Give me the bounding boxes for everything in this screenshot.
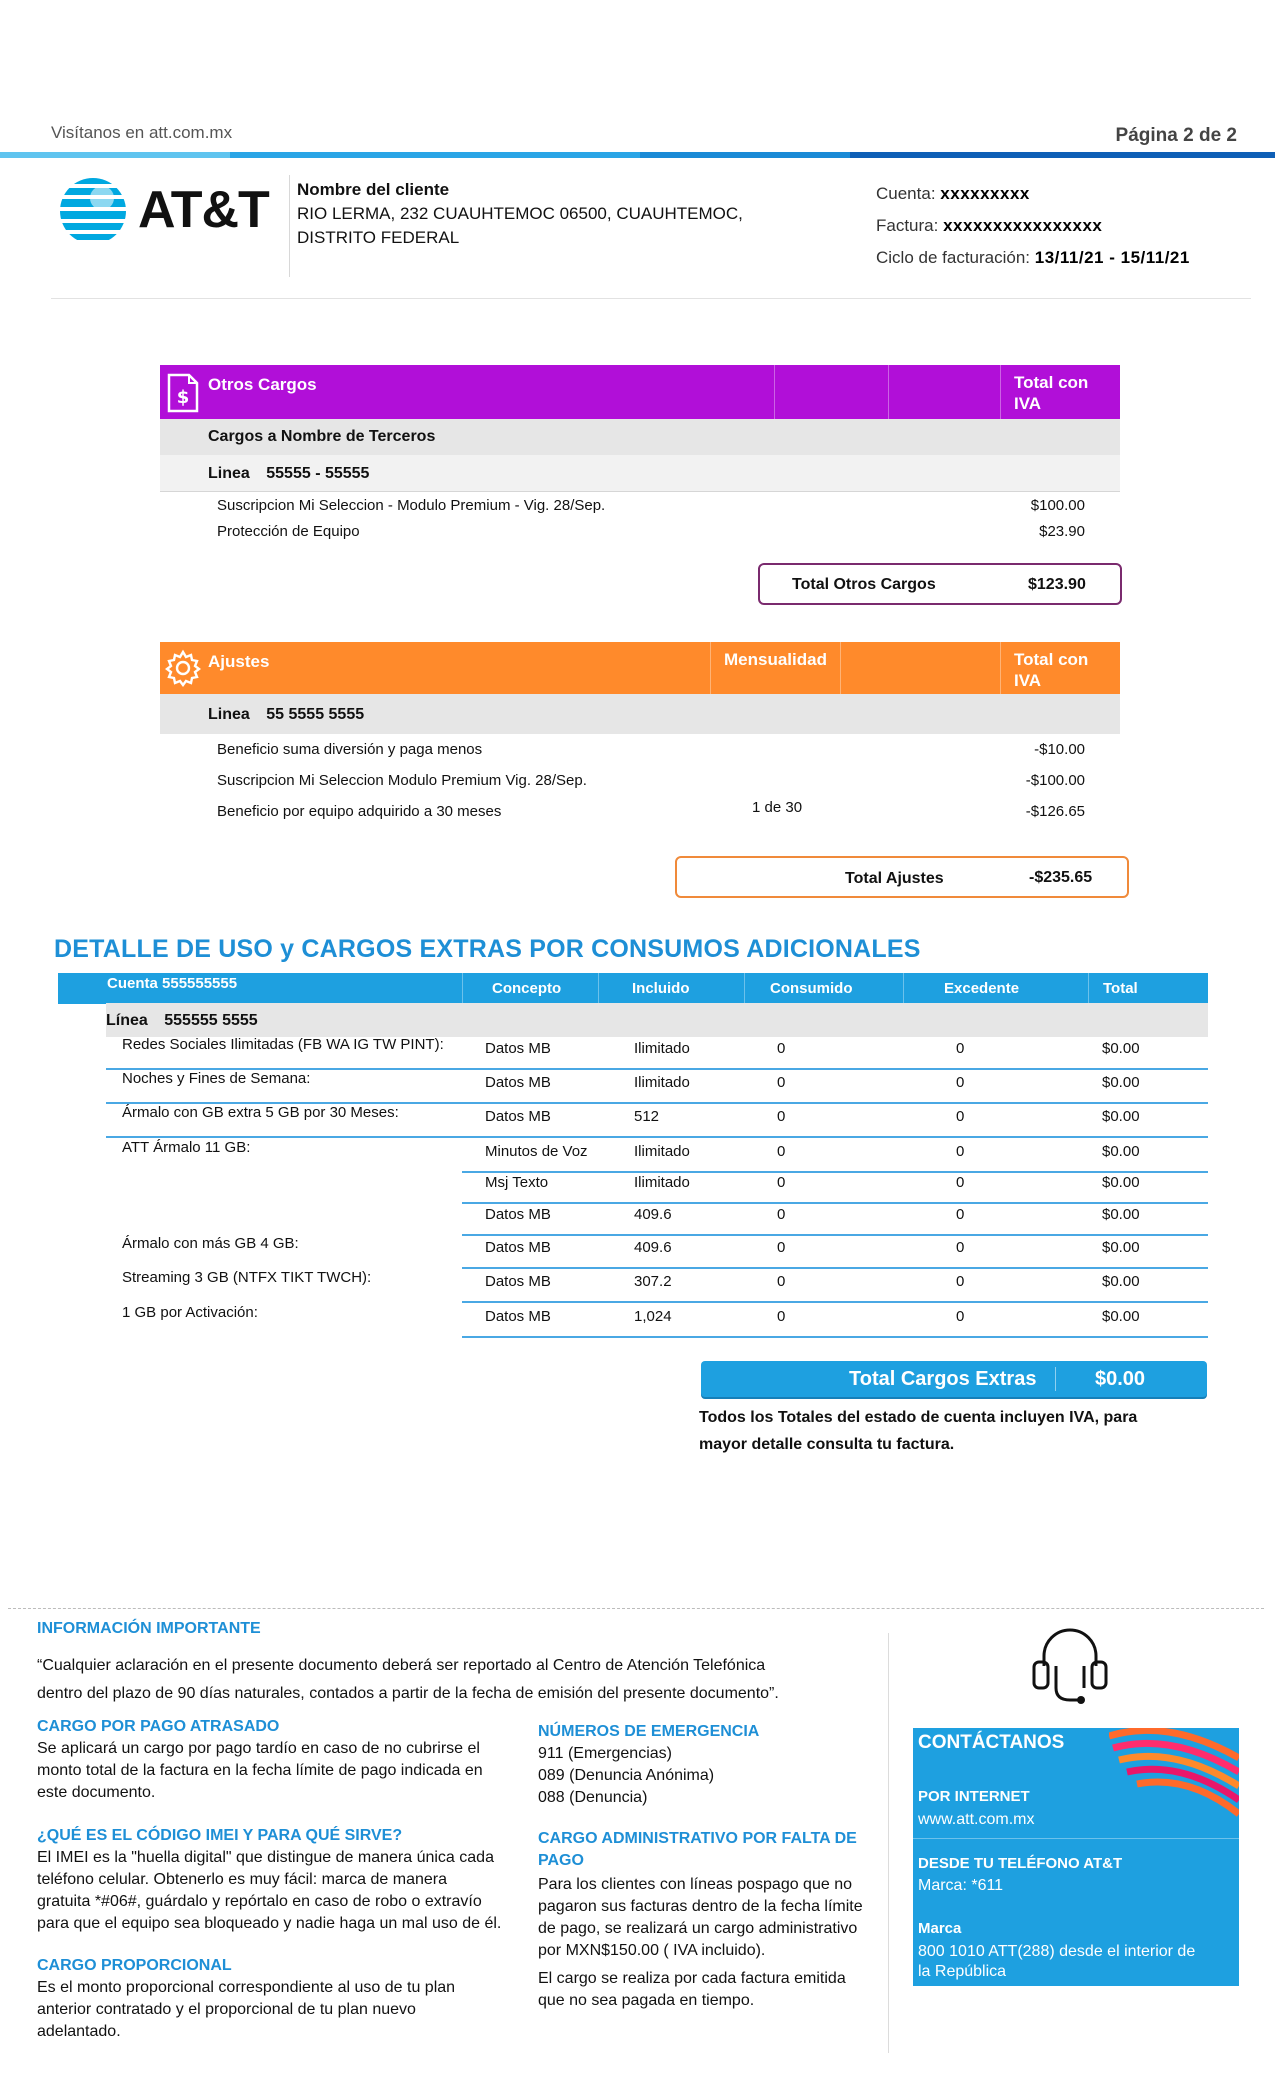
usage-cell-consumed: 0 <box>777 1308 786 1325</box>
att-logo <box>58 176 268 246</box>
ajustes-total-box <box>675 856 1129 898</box>
proportional-title: CARGO PROPORCIONAL <box>37 1957 232 1974</box>
otros-total-value: $123.90 <box>1028 576 1086 593</box>
otros-item-desc: Protección de Equipo <box>217 523 360 540</box>
att-logo-text: AT&T <box>138 181 269 239</box>
prop-line: adelantado. <box>37 2023 121 2040</box>
usage-cell-consumed: 0 <box>777 1174 786 1191</box>
internet-link[interactable]: www.att.com.mx <box>918 1811 1035 1828</box>
contact-divider <box>913 1838 1239 1839</box>
usage-cell-excess: 0 <box>956 1206 965 1223</box>
usage-cell-concept: Datos MB <box>485 1108 551 1125</box>
headset-icon <box>1020 1616 1120 1708</box>
ajustes-header <box>160 642 1120 694</box>
ajustes-total-label: Total Ajustes <box>845 870 944 887</box>
admin-line: que no sea pagada en tiempo. <box>538 1992 755 2009</box>
emerg-line: 089 (Denuncia Anónima) <box>538 1767 715 1784</box>
usage-cell-excess: 0 <box>956 1308 965 1325</box>
usage-cell-total: $0.00 <box>1102 1206 1140 1223</box>
svg-text:$: $ <box>176 387 190 408</box>
header-bottom-rule <box>51 298 1251 299</box>
usage-cell-consumed: 0 <box>777 1239 786 1256</box>
line-label: Línea <box>106 1012 148 1029</box>
prop-line: anterior contratado y el proporcional de tu plan nuevo <box>37 2001 416 2018</box>
emergency-text <box>538 1743 714 1809</box>
header-underline <box>58 1003 106 1004</box>
account-block <box>876 178 1190 274</box>
mark-text <box>918 1942 1195 1982</box>
otros-item-amount: $100.00 <box>1030 497 1085 514</box>
emerg-line: 911 (Emergencias) <box>538 1745 672 1762</box>
info-quote-line: dentro del plazo de 90 días naturales, contados a partir de la fecha de emisión del presente documento”. <box>37 1685 779 1702</box>
emerg-line: 088 (Denuncia) <box>538 1789 648 1806</box>
cycle-value: 13/11/21 - 15/11/21 <box>1034 248 1190 267</box>
ajustes-item-desc: Beneficio por equipo adquirido a 30 meses <box>217 803 502 820</box>
usage-plan-name: ATT Ármalo 11 GB: <box>122 1139 251 1156</box>
usage-total-box <box>701 1361 1207 1397</box>
usage-cell-consumed: 0 <box>777 1206 786 1223</box>
col-sep <box>598 973 599 1003</box>
otros-total-label: Total Otros Cargos <box>792 576 936 593</box>
col-sep <box>710 642 711 694</box>
usage-cell-consumed: 0 <box>777 1143 786 1160</box>
usage-total-label: Total Cargos Extras <box>849 1368 1037 1390</box>
address-line-2: DISTRITO FEDERAL <box>297 228 460 247</box>
col-sep <box>462 973 463 1003</box>
otros-cargos-title: Otros Cargos <box>208 375 317 394</box>
usage-cell-included: Ilimitado <box>634 1174 690 1191</box>
imei-line: El IMEI es la "huella digital" que distingue de manera única cada <box>37 1849 494 1866</box>
usage-cell-concept: Datos MB <box>485 1239 551 1256</box>
info-quote-line: “Cualquier aclaración en el presente documento deberá ser reportado al Centro de Atención Telefónica <box>37 1657 766 1674</box>
usage-note <box>699 1404 1137 1458</box>
usage-row-rule <box>106 1136 1208 1138</box>
account-value: xxxxxxxxx <box>940 184 1030 203</box>
info-dashed-rule <box>8 1608 1264 1609</box>
info-title: INFORMACIÓN IMPORTANTE <box>37 1620 261 1637</box>
usage-cell-total: $0.00 <box>1102 1239 1140 1256</box>
usage-plan-name: 1 GB por Activación: <box>122 1304 258 1321</box>
usage-cell-excess: 0 <box>956 1174 965 1191</box>
usage-cell-concept: Datos MB <box>485 1206 551 1223</box>
col-sep <box>1088 973 1089 1003</box>
contact-title: CONTÁCTANOS <box>918 1732 1065 1753</box>
usage-cell-excess: 0 <box>956 1143 965 1160</box>
contact-box <box>913 1728 1239 1986</box>
col-total: Total <box>1103 980 1138 997</box>
ajustes-item-amount: -$100.00 <box>1025 772 1085 789</box>
imei-line: gratuita *#06#, guárdalo y repórtalo en caso de robo o extravío <box>37 1893 482 1910</box>
otros-total-header: Total con IVA <box>1014 373 1089 413</box>
late-line: monto total de la factura en la fecha límite de pago indicada en <box>37 1762 483 1779</box>
third-party-label: Cargos a Nombre de Terceros <box>208 428 436 445</box>
customer-name-label: Nombre del cliente <box>297 180 450 199</box>
header-color-bar <box>0 152 1275 158</box>
usage-cell-included: 307.2 <box>634 1273 672 1290</box>
admin-charge-title <box>538 1828 857 1872</box>
late-payment-text <box>37 1738 483 1804</box>
line-value: 555555 5555 <box>164 1012 258 1029</box>
admin-title-line: CARGO ADMINISTRATIVO POR FALTA DE <box>538 1830 857 1847</box>
usage-cell-concept: Datos MB <box>485 1074 551 1091</box>
usage-cell-total: $0.00 <box>1102 1040 1140 1057</box>
usage-cell-excess: 0 <box>956 1074 965 1091</box>
ajustes-title: Ajustes <box>208 652 270 671</box>
prop-line: Es el monto proporcional correspondiente al uso de tu plan <box>37 1979 456 1996</box>
usage-cell-included: 512 <box>634 1108 660 1125</box>
usage-cell-concept: Msj Texto <box>485 1174 549 1191</box>
line-label: Linea <box>208 706 250 723</box>
ajustes-item-desc: Suscripcion Mi Seleccion Modulo Premium Vig. 28/Sep. <box>217 772 587 789</box>
usage-cell-consumed: 0 <box>777 1040 786 1057</box>
visit-link-text[interactable]: Visítanos en att.com.mx <box>51 123 233 142</box>
monthly-header: Mensualidad <box>724 650 827 669</box>
col-sep <box>774 365 775 419</box>
ajustes-item-month: 1 de 30 <box>752 799 803 816</box>
ajustes-total-header: Total con IVA <box>1014 650 1089 690</box>
usage-cell-included: Ilimitado <box>634 1040 690 1057</box>
usage-row-rule <box>462 1202 1208 1204</box>
usage-cell-total: $0.00 <box>1102 1273 1140 1290</box>
cycle-label: Ciclo de facturación: <box>876 248 1031 267</box>
usage-cell-total: $0.00 <box>1102 1108 1140 1125</box>
usage-note-line2: mayor detalle consulta tu factura. <box>699 1436 955 1453</box>
usage-cell-total: $0.00 <box>1102 1143 1140 1160</box>
ajustes-item-amount: -$126.65 <box>1025 803 1085 820</box>
col-concepto: Concepto <box>492 980 562 997</box>
account-label: Cuenta: <box>876 184 936 203</box>
ajustes-line-row <box>160 694 1120 734</box>
usage-cell-consumed: 0 <box>777 1273 786 1290</box>
admin-line: pagaron sus facturas dentro de la fecha límite <box>538 1898 863 1915</box>
usage-plan-name: Ármalo con GB extra 5 GB por 30 Meses: <box>122 1104 399 1121</box>
ajustes-total-value: -$235.65 <box>1029 869 1093 886</box>
usage-note-line1: Todos los Totales del estado de cuenta incluyen IVA, para <box>699 1409 1138 1426</box>
line-label: Linea <box>208 465 250 482</box>
mark-label: Marca <box>918 1920 962 1937</box>
col-incluido: Incluido <box>632 980 690 997</box>
imei-line: teléfono celular. Obtenerlo es muy fácil: marca de manera <box>37 1871 447 1888</box>
usage-cell-total: $0.00 <box>1102 1308 1140 1325</box>
admin-charge-text <box>538 1874 863 2012</box>
late-payment-title: CARGO POR PAGO ATRASADO <box>37 1718 280 1735</box>
usage-cell-concept: Datos MB <box>485 1273 551 1290</box>
invoice-value: xxxxxxxxxxxxxxxx <box>943 216 1103 235</box>
usage-row-rule <box>462 1234 1208 1236</box>
line-value: 55555 - 55555 <box>266 465 370 482</box>
mark-line: 800 1010 ATT(288) desde el interior de <box>918 1943 1196 1960</box>
usage-cell-consumed: 0 <box>777 1074 786 1091</box>
info-vertical-divider <box>888 1633 889 2053</box>
gear-icon <box>164 649 202 687</box>
usage-cell-consumed: 0 <box>777 1108 786 1125</box>
usage-cell-included: 409.6 <box>634 1206 672 1223</box>
address-line-1: RIO LERMA, 232 CUAUHTEMOC 06500, CUAUHTEMOC, <box>297 204 743 223</box>
usage-row-rule <box>462 1267 1208 1269</box>
usage-cell-concept: Datos MB <box>485 1040 551 1057</box>
imei-title: ¿QUÉ ES EL CÓDIGO IMEI Y PARA QUÉ SIRVE? <box>37 1827 403 1844</box>
admin-line: de pago, se realizará un cargo administrativo <box>538 1920 858 1937</box>
usage-line-row <box>106 1003 1208 1037</box>
col-sep <box>1000 365 1001 419</box>
usage-cell-concept: Datos MB <box>485 1308 551 1325</box>
col-sep <box>840 642 841 694</box>
line-value: 55 5555 5555 <box>266 706 365 723</box>
otros-cargos-header <box>160 365 1120 419</box>
third-party-row <box>160 419 1120 455</box>
phone-value: Marca: *611 <box>918 1877 1004 1894</box>
col-sep <box>1055 1367 1056 1391</box>
usage-account: Cuenta 555555555 <box>107 975 238 992</box>
col-excedente: Excedente <box>944 980 1020 997</box>
otros-total-box <box>758 563 1122 605</box>
emergency-title: NÚMEROS DE EMERGENCIA <box>538 1723 760 1740</box>
usage-cell-included: Ilimitado <box>634 1074 690 1091</box>
usage-cell-included: 409.6 <box>634 1239 672 1256</box>
admin-line: Para los clientes con líneas pospago que no <box>538 1876 852 1893</box>
imei-line: para que el equipo sea bloqueado y nadie haga un mal uso de él. <box>37 1915 502 1932</box>
usage-title: DETALLE DE USO y CARGOS EXTRAS POR CONSUMOS ADICIONALES <box>54 935 921 963</box>
otros-line-row <box>160 455 1120 492</box>
internet-label: POR INTERNET <box>918 1788 1030 1805</box>
otros-item-amount: $23.90 <box>1039 523 1085 540</box>
usage-cell-excess: 0 <box>956 1040 965 1057</box>
customer-block <box>297 178 743 250</box>
col-sep <box>888 365 889 419</box>
phone-label: DESDE TU TELÉFONO AT&T <box>918 1855 1123 1872</box>
usage-cell-concept: Minutos de Voz <box>485 1143 588 1160</box>
usage-cell-excess: 0 <box>956 1108 965 1125</box>
usage-cell-total: $0.00 <box>1102 1174 1140 1191</box>
proportional-text <box>37 1977 455 2043</box>
col-sep <box>744 973 745 1003</box>
usage-cell-excess: 0 <box>956 1273 965 1290</box>
invoice-dollar-icon <box>166 373 200 413</box>
col-sep <box>1000 642 1001 694</box>
page-number: Página 2 de 2 <box>1115 125 1237 146</box>
info-quote <box>37 1652 779 1708</box>
usage-total-value: $0.00 <box>1095 1368 1146 1390</box>
usage-plan-name: Redes Sociales Ilimitadas (FB WA IG TW PINT): <box>122 1036 444 1053</box>
otros-item-desc: Suscripcion Mi Seleccion - Modulo Premium - Vig. 28/Sep. <box>217 497 606 514</box>
usage-cell-included: 1,024 <box>634 1308 672 1325</box>
mark-line: la República <box>918 1963 1007 1980</box>
usage-cell-excess: 0 <box>956 1239 965 1256</box>
usage-cell-total: $0.00 <box>1102 1074 1140 1091</box>
usage-row-rule <box>462 1336 1208 1338</box>
invoice-label: Factura: <box>876 216 939 235</box>
usage-row-rule <box>462 1171 1208 1173</box>
usage-plan-name: Streaming 3 GB (NTFX TIKT TWCH): <box>122 1269 372 1286</box>
admin-line: El cargo se realiza por cada factura emitida <box>538 1970 846 1987</box>
col-sep <box>903 973 904 1003</box>
ajustes-item-desc: Beneficio suma diversión y paga menos <box>217 741 483 758</box>
imei-text <box>37 1847 501 1935</box>
late-line: este documento. <box>37 1784 156 1801</box>
admin-line: por MXN$150.00 ( IVA incluido). <box>538 1942 766 1959</box>
usage-cell-included: Ilimitado <box>634 1143 690 1160</box>
usage-table-header <box>58 973 1208 1003</box>
late-line: Se aplicará un cargo por pago tardío en caso de no cubrirse el <box>37 1740 480 1757</box>
usage-plan-name: Noches y Fines de Semana: <box>122 1070 311 1087</box>
decorative-swirl-icon <box>1109 1728 1239 1818</box>
usage-row-rule <box>462 1301 1208 1303</box>
admin-title-line: PAGO <box>538 1852 584 1869</box>
col-consumido: Consumido <box>770 980 853 997</box>
ajustes-item-amount: -$10.00 <box>1034 741 1085 758</box>
usage-plan-name: Ármalo con más GB 4 GB: <box>122 1235 299 1252</box>
header-divider <box>289 175 290 277</box>
